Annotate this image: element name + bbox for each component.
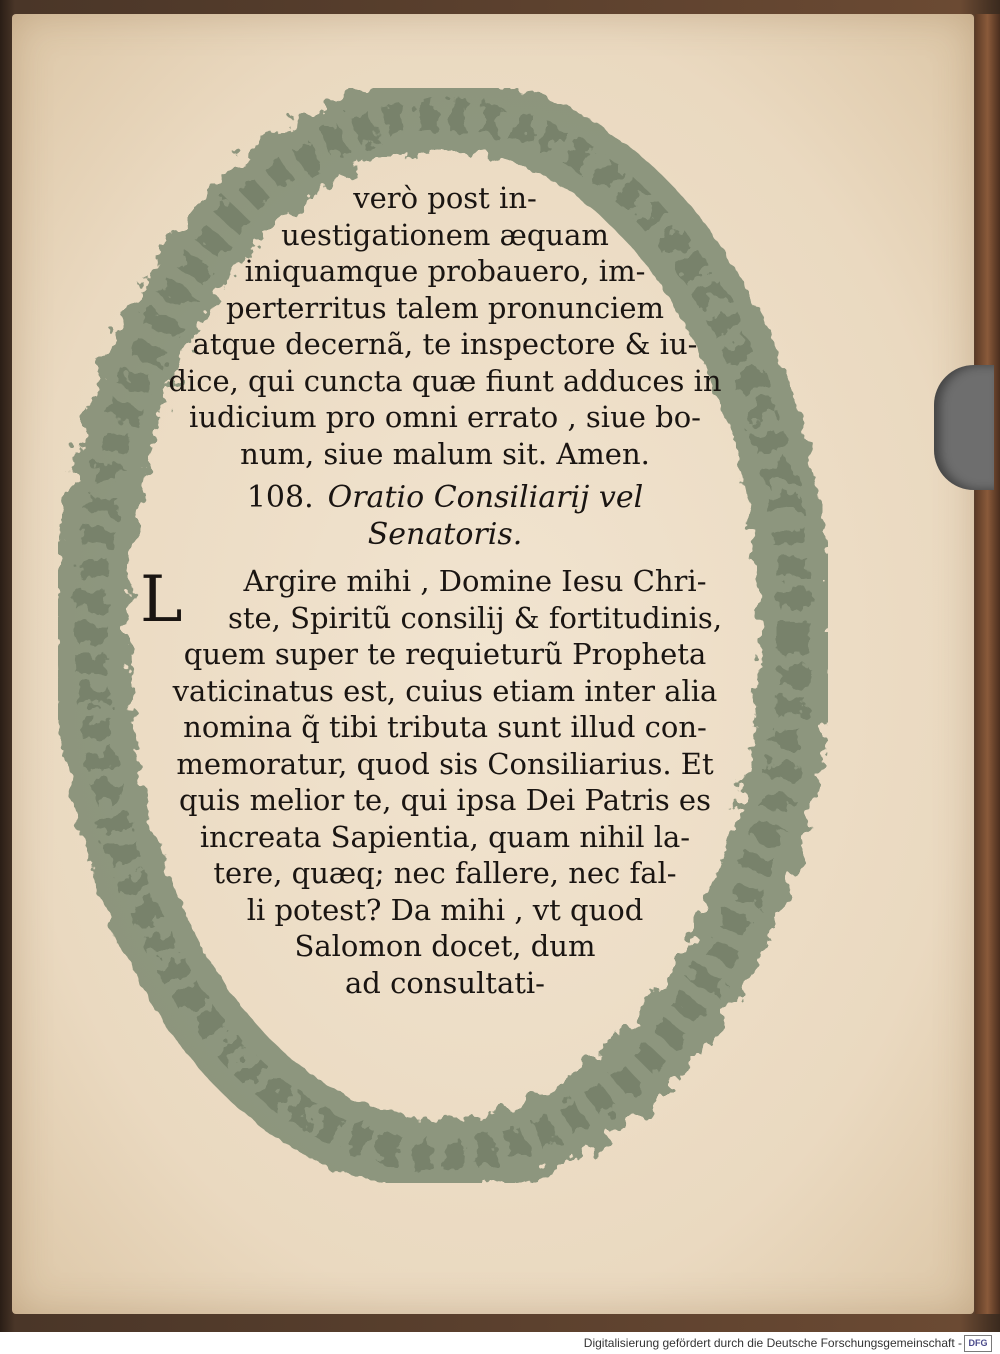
book-edge	[975, 14, 1000, 1314]
section-title-continued: Senatoris.	[367, 516, 523, 552]
section-title: Oratio Consiliarij vel	[327, 480, 644, 515]
text-line: tere, quæq; nec fallere, nec fal-	[213, 856, 677, 890]
text-line: iudicium pro omni errato , siue bo-	[189, 400, 701, 434]
text-line: verò post in-	[353, 181, 537, 215]
text-line: perterritus talem pronunciem	[225, 290, 665, 325]
text-line: quis melior te, qui ipsa Dei Patris es	[179, 783, 711, 817]
text-line: iniquamque probauero, im-	[244, 254, 646, 288]
text-line: increata Sapientia, quam nihil la-	[199, 819, 691, 854]
digitization-footer	[0, 1332, 1000, 1354]
text-line: memoratur, quod sis Consiliarius. Et	[176, 746, 714, 781]
body-paragraph	[100, 563, 790, 1001]
text-line: ste, Spiritũ consilij & fortitudinis,	[227, 600, 723, 635]
text-line: atque decernã, te inspectore & iu-	[192, 327, 698, 361]
drop-cap: L	[140, 563, 183, 637]
text-line: uestigationem æquam	[281, 217, 609, 252]
page-text	[100, 180, 790, 1001]
text-line: num, siue malum sit. Amen.	[240, 436, 650, 471]
text-line: ad consultati-	[345, 965, 545, 1000]
section-heading	[100, 480, 790, 517]
text-line: vaticinatus est, cuius etiam inter alia	[172, 673, 718, 708]
dfg-logo: DFG	[964, 1335, 992, 1352]
section-number: 108.	[246, 480, 314, 515]
text-line: quem super te requieturũ Propheta	[183, 637, 707, 671]
text-line: nomina q̃ tibi tributa sunt illud con-	[183, 710, 707, 744]
text-line: dice, qui cuncta quæ fiunt adduces in	[168, 363, 722, 398]
page-clip	[934, 365, 994, 490]
text-line: Argire mihi , Domine Iesu Chri-	[243, 564, 707, 598]
text-line: li potest? Da mihi , vt quod	[246, 892, 644, 927]
footer-credit: Digitalisierung gefördert durch die Deutsche Forschungsgemeinschaft -	[583, 1336, 962, 1350]
text-line: Salomon docet, dum	[294, 929, 596, 963]
